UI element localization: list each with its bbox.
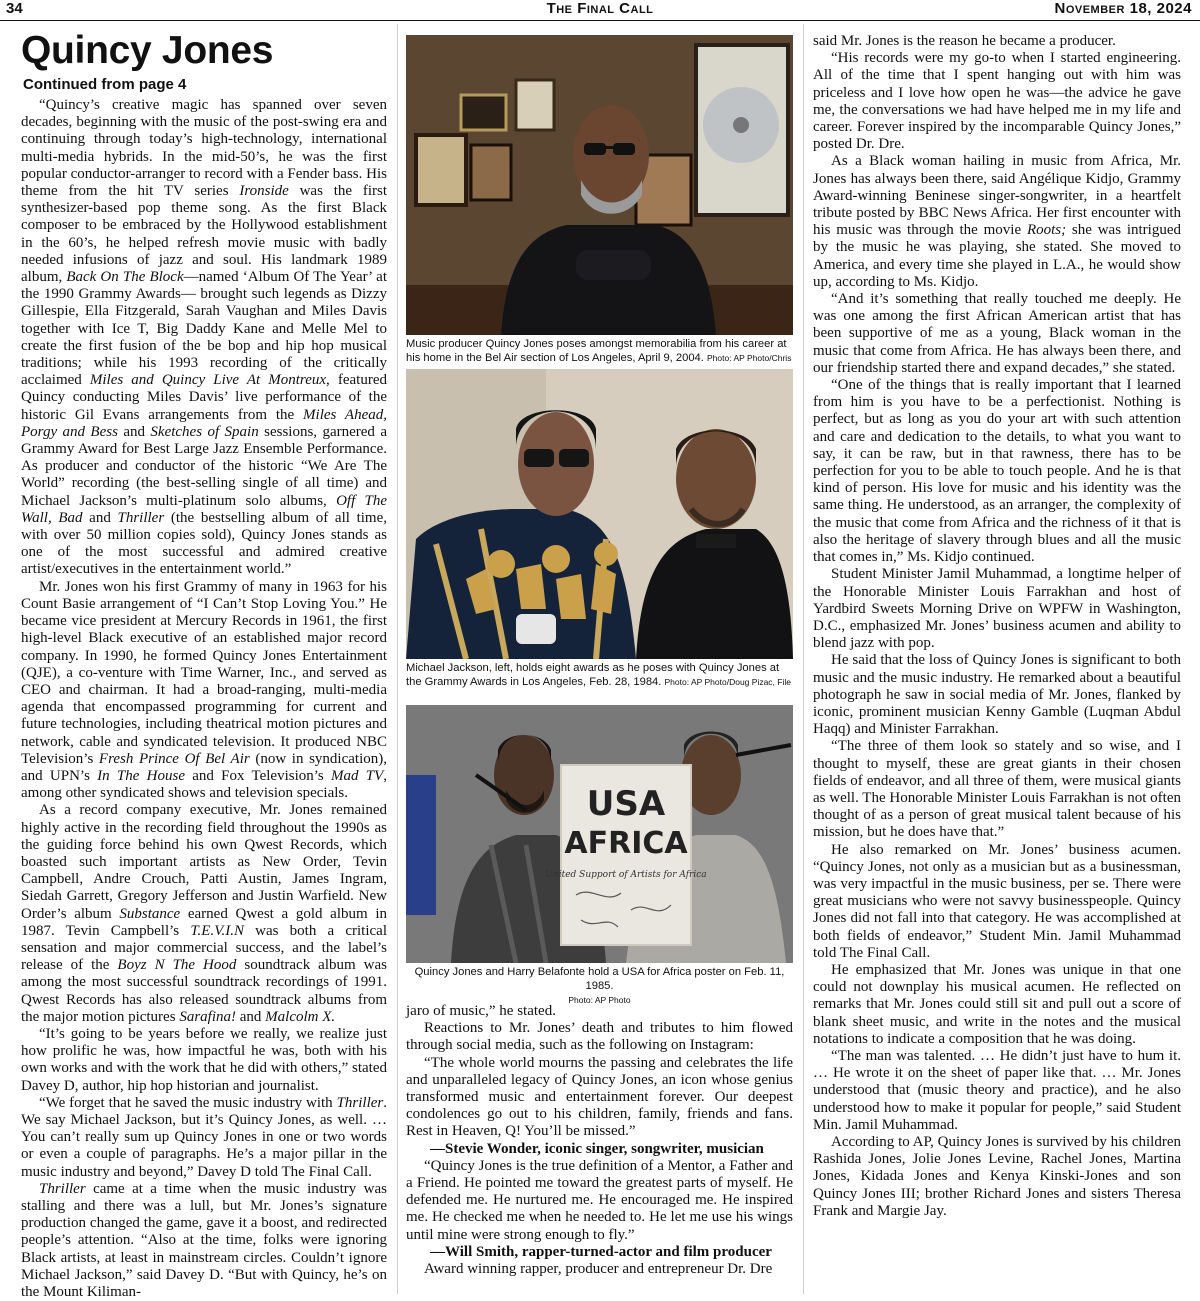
paragraph: “It’s going to be years before we really, we realize just how prolific he was, how impactful he was, both with his own works and with the work that he did with others,” stated Davey D, author, hip hop historian and journalist. [21,1025,387,1094]
paragraph: He also remarked on Mr. Jones’ business acumen. “Quincy Jones, not only as a musician but as a businessman, was very impactful in the music business, per se. There were great musicians who were not savvy businesspeople. Quincy Jones did not fall into that category. He was accomplished at both fields of endeavor,” Student Min. Jamil Muhammad told The Final Call. [813,841,1181,961]
paragraph: As a record company executive, Mr. Jones remained highly active in the recording field throughout the 1990s as the guiding force behind his own Qwest Records, which boasted such important artists as New Order, Tevin Campbell, Andre Crouch, Patti Austin, James Ingram, Siedah Garrett, Gregory Jefferson and Justin Warfield. New Order’s album Substance earned Qwest a gold album in 1987. Tevin Campbell’s T.E.V.I.N was both a critical sensation and major commercial success, and the label’s release of the Boyz N The Hood soundtrack album was among the most successful soundtrack recordings of 1991. Qwest Records has also released soundtrack albums from the major motion pictures Sarafina! and Malcolm X. [21,802,388,1025]
paragraph: Reactions to Mr. Jones’ death and tributes to him flowed through social media, such as the following on Instagram: [406,1020,793,1054]
paragraph: Thriller came at a time when the music industry was stalling and there was a lull, but Mr. Jones’s signature production changed the game, gave it a boost, and redirected people’s attention. “Also at the time, folks were ignoring Black artists, at least in mainstream circles. Couldn’t ignore Michael Jackson,” said Davey D. “But with Quincy, he’s on the Mount Kiliman- [21,1180,387,1301]
column-divider [803,24,804,1294]
quote-attribution: —Will Smith, rapper-turned-actor and film producer [430,1243,772,1260]
photo-credit: Photo: AP Photo [568,995,631,1005]
page-number: 34 [6,0,23,17]
quote-attribution: —Stevie Wonder, iconic singer, songwriter, musician [430,1140,764,1157]
paragraph: According to AP, Quincy Jones is survived by his children Rashida Jones, Jolie Jones Levine, Rachel Jones, Martina Jones, Kidada Jones and Kenya Kinski-Jones and son Quincy Jones III; brother Richard Jones and sisters Theresa Frank and Margie Jay. [813,1134,1181,1219]
paragraph: “Quincy Jones is the true definition of a Mentor, a Father and a Friend. He pointed me toward the greatest parts of myself. He defended me. He nurtured me. He encouraged me. He inspired me. He checked me when he needed to. He let me use his wings until mine were strong enough to fly.” [406,1157,793,1243]
photo-usa-for-africa [406,705,793,1007]
article-column-3 [813,33,1181,1220]
paragraph: “The man was talented. … He didn’t just have to hum it. … He wrote it on the sheet of paper like that. … Mr. Jones understood that (music theory and practice), and he also understood how to make it popular for people,” said Student Min. Jamil Muhammad. [813,1047,1181,1133]
photo-image [406,705,793,963]
article-column-2 [406,1003,793,1278]
paragraph: “The three of them look so stately and so wise, and I thought to myself, these are great giants in their chosen fields of endeavor, and all three of them, were musical giants as well. The Honorable Minister Louis Farrakhan is not often thought of as a person of great musical talent because of his mission, but he does have that.” [813,738,1181,841]
photo-caption: Michael Jackson, left, holds eight awards as he poses with Quincy Jones at the Grammy Awards in Los Angeles, Feb. 28, 1984. Photo: AP Photo/Doug Pizac, File [406,662,791,688]
paragraph: “The whole world mourns the passing and celebrates the life and unparalleled legacy of Quincy Jones, an icon whose genius transformed music and entertainment forever. Our deepest condolences go out to his children, family, friends and fans. Rest in Heaven, Q! You’ll be missed.” [406,1054,793,1140]
paragraph: He said that the loss of Quincy Jones is significant to both music and the music industry. He remarked about a beautiful photograph he saw in social media of Mr. Jones, flanked by iconic, prominent musician Kenny Gamble (Luqman Abdul Haqq) and Minister Farrakhan. [813,652,1181,738]
paragraph: Student Minister Jamil Muhammad, a longtime helper of the Honorable Minister Louis Farrakhan and host of Yardbird Sweets Morning Drive on WPFW in Washington, D.C., emphasized Mr. Jones’ business acumen and ability to blend jazz with pop. [813,566,1181,652]
poster-title-usa: USA [586,784,666,824]
photo-credit: Photo: AP Photo/Doug Pizac, File [664,677,791,687]
issue-date: November 18, 2024 [1054,0,1192,17]
paragraph: jaro of music,” he stated. [406,1003,556,1019]
poster-subtitle: United Support of Artists for Africa [545,870,707,880]
column-divider [397,24,398,1294]
photo-jackson-jones-grammys [406,369,793,689]
photo-credit: Photo: AP Photo/Chris [707,353,792,363]
photo-caption: Quincy Jones and Harry Belafonte hold a USA for Africa poster on Feb. 11, 1985. Photo: AP Photo [414,966,785,1005]
poster-title-africa: AFRICA [564,826,688,861]
photo-image [406,369,793,659]
paragraph: Mr. Jones won his first Grammy of many in 1963 for his Count Basie arrangement of “I Can’t Stop Loving You.” He became vice president at Mercury Records in 1961, the first high-level Black executive of an established major record company. In 1990, he formed Quincy Jones Entertainment (QJE), a co-venture with Time Warner, Inc., and served as CEO and chairman. It had a broad-ranging, multi-media agenda that encompassed programming for current and future technologies, including theatrical motion pictures and network, cable and syndicated television. It produced NBC Television’s Fresh Prince Of Bel Air (now in syndication), and UPN’s In The House and Fox Television’s Mad TV, among other syndicated shows and television specials. [21,578,387,802]
paragraph: He emphasized that Mr. Jones was unique in that one could not downplay his musical acumen. He reflected on remarks that Mr. Jones could still sit and pull out a score of blank sheet music, and write in the notes and the musical notations to indicate a composition that he was doing. [813,961,1181,1047]
paragraph: “We forget that he saved the music industry with Thriller. We say Michael Jackson, but it’s Quincy Jones, as well. … You can’t really sum up Quincy Jones in one or two words or even a couple of paragraphs. He’s a major pillar in the music industry and beyond,” Davey D told The Final Call. [21,1094,387,1180]
paragraph: Award winning rapper, producer and entrepreneur Dr. Dre [424,1261,773,1278]
paragraph: As a Black woman hailing in music from Africa, Mr. Jones has always been there, said Angélique Kidjo, Grammy Award-winning Beninese singer-songwriter, in a heartfelt tribute posted by BBC News Africa. Her first encounter with his music was through the movie Roots; she was intrigued by the music he was playing, she stated. She moved to America, and every time she played in L.A., he would show up, according to Ms. Kidjo. [813,153,1181,290]
page-header [0,0,1200,21]
paragraph: “Quincy’s creative magic has spanned over seven decades, beginning with the music of the post-swing era and continuing through today’s high-technology, international multi-media hybrids. In the mid-50’s, he was the first popular conductor-arranger to record with a Fender bass. His theme from the hit TV series Ironside was the first synthesizer-based pop theme song. As the first Black composer to be embraced by the Hollywood establishment in the 60’s, he helped refresh movie music with badly needed infusions of jazz and soul. His landmark 1989 album, Back On The Block—named ‘Album Of The Year’ at the 1990 Grammy Awards— brought such legends as Dizzy Gillespie, Ella Fitzgerald, Sarah Vaughan and Miles Davis together with Ice T, Big Daddy Kane and Melle Mel to create the first fusion of the be bop and hip hop musical traditions; while his 1993 recording of the critically acclaimed Miles and Quincy Live At Montreux, featured Quincy conducting Miles Davis’ live performance of the historic Gil Evans arrangements from the Miles Ahead, Porgy and Bess and Sketches of Spain sessions, garnered a Grammy Award for Best Large Jazz Ensemble Performance. As producer and conductor of the historic “We Are The World” recording (the best-selling single of all time) and Michael Jackson’s multi-platinum solo albums, Off The Wall, Bad and Thriller (the bestselling album of all time, with over 50 million copies sold), Quincy Jones stands as one of the most successful and admired creative artist/executives in the entertainment world.” [21,97,387,578]
photo-image [406,35,793,335]
photo-quincy-memorabilia [406,35,793,379]
paragraph: said Mr. Jones is the reason he became a producer. [813,33,1116,49]
article-title: Quincy Jones [21,29,274,72]
paragraph: “His records were my go-to when I started engineering. All of the time that I spent hanging out with him was priceless and I love how open he was—the advice he gave me, the conversations we had have helped me in my life and career. Forever inspired by the incomparable Quincy Jones,” posted Dr. Dre. [813,50,1181,153]
publication-name: The Final Call [546,0,654,17]
continued-from-label: Continued from page 4 [23,76,187,93]
article-column-1 [21,30,387,1301]
paragraph: “And it’s something that really touched me deeply. He was one among the first African American artist that has been supportive of me as a young, Black woman in the music that come from Africa. He has always been there, and our friendship started there and expand decades,” she stated. [813,291,1181,376]
photo-caption: Music producer Quincy Jones poses amongst memorabilia from his career at his home in the Bel Air section of Los Angeles, April 9, 2004. Photo: AP Photo/Chris [406,337,793,379]
paragraph: “One of the things that is really important that I learned from him is you have to be a perfectionist. Nothing is perfect, but as long as you do your art with such attention and care and dedication to the details, to what you want to say, it can be raw, but in that rawness, there has to be perfection for you to be able to touch people. And he is that kind of person. His love for music and his identity was the same thing. He understood, as an arranger, the complexity of the music that come from Africa and the richness of it that is also the heritage of slavery through blues and all the music that comes in,” Ms. Kidjo continued. [813,377,1181,566]
